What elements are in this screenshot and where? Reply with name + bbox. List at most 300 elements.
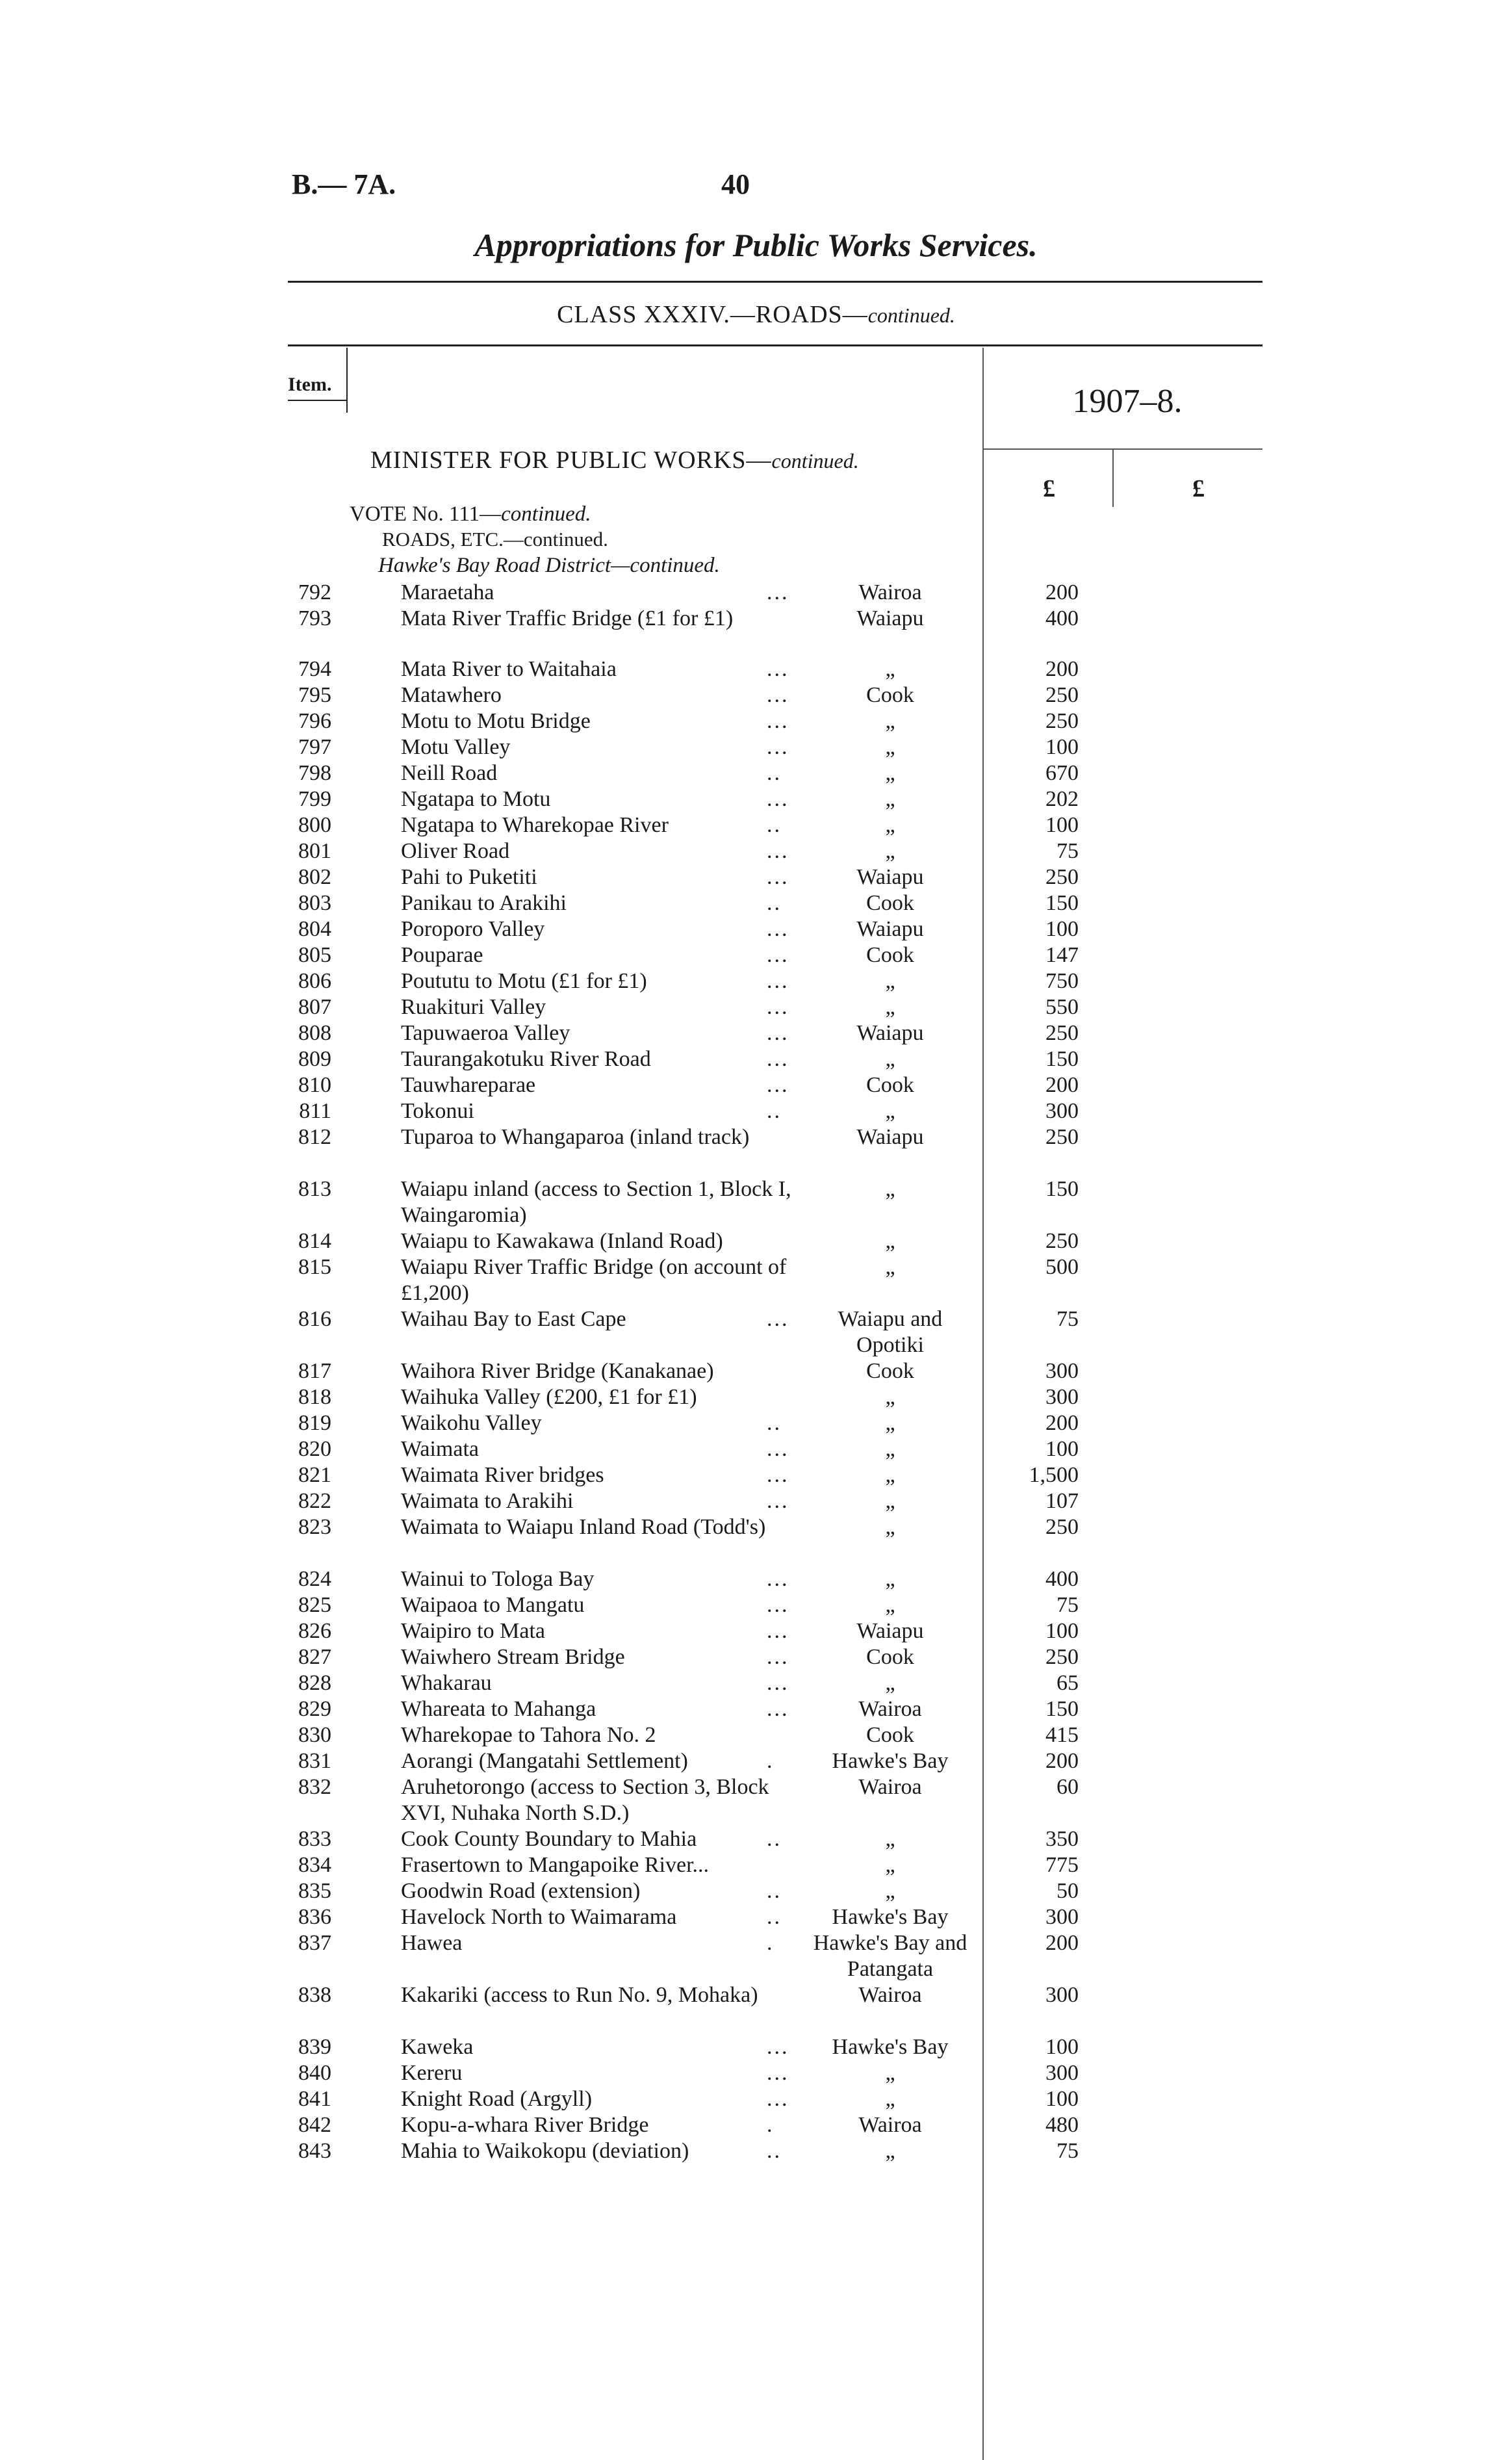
- item-number: 827: [298, 1645, 331, 1669]
- leader-dots: ...: [767, 2035, 789, 2059]
- county-name: Hawke's Bay and Patangata: [813, 1931, 967, 1981]
- road-name: Taurangakotuku River Road: [401, 1047, 651, 1071]
- leader-dots: ...: [767, 735, 789, 759]
- county-name: „: [885, 1229, 895, 1253]
- amount: 100: [1045, 1437, 1079, 1461]
- leader-dots: .: [767, 1749, 775, 1773]
- road-name: Tokonui: [401, 1099, 474, 1123]
- vote-heading: [350, 502, 591, 526]
- amount: 50: [1057, 1879, 1079, 1903]
- county-name: „: [885, 1853, 895, 1877]
- table-row: [0, 1566, 1512, 1592]
- page-title: Appropriations for Public Works Services.: [474, 227, 1038, 263]
- amount: 75: [1057, 839, 1079, 863]
- road-name: Pahi to Puketiti: [401, 865, 537, 889]
- item-column-divider: [346, 348, 348, 413]
- table-row: [0, 1306, 1512, 1357]
- county-name: „: [885, 1099, 895, 1123]
- amount: 300: [1045, 1385, 1079, 1409]
- amount: 200: [1045, 1931, 1079, 1955]
- leader-dots: ...: [767, 1567, 789, 1591]
- road-name: Tauwhareparae: [401, 1073, 536, 1097]
- amount: 107: [1045, 1489, 1079, 1513]
- county-name: „: [885, 1437, 895, 1461]
- amount: 100: [1045, 813, 1079, 837]
- road-name: Knight Road (Argyll): [401, 2087, 593, 2111]
- county-name: „: [885, 1047, 895, 1071]
- amount: 65: [1057, 1671, 1079, 1695]
- amount: 750: [1045, 969, 1079, 993]
- amount: 250: [1045, 1645, 1079, 1669]
- county-name: „: [885, 1567, 895, 1591]
- amount: 300: [1045, 1983, 1079, 2007]
- road-name: Waiwhero Stream Bridge: [401, 1645, 625, 1669]
- currency-symbol-total: £: [1192, 475, 1205, 502]
- item-number: 806: [298, 969, 331, 993]
- amount: 60: [1057, 1775, 1079, 1799]
- road-name: Wainui to Tologa Bay: [401, 1567, 595, 1591]
- county-name: „: [885, 995, 895, 1019]
- class-title: [0, 300, 1512, 329]
- year-header-underline: [982, 448, 1262, 450]
- road-name: Kakariki (access to Run No. 9, Mohaka): [401, 1983, 758, 2007]
- county-name: „: [885, 657, 895, 681]
- item-number: 829: [298, 1697, 331, 1721]
- county-name: Cook: [866, 943, 914, 967]
- table-row: [0, 786, 1512, 812]
- table-row: [0, 580, 1512, 606]
- road-name: Motu Valley: [401, 735, 511, 759]
- vote-heading-suffix: continued.: [501, 502, 591, 526]
- item-number: 792: [298, 580, 331, 604]
- amount: 200: [1045, 1073, 1079, 1097]
- road-name: Waipaoa to Mangatu: [401, 1593, 585, 1617]
- leader-dots: ..: [767, 1905, 782, 1929]
- road-name: Mahia to Waikokopu (deviation): [401, 2139, 689, 2163]
- county-name: „: [885, 2139, 895, 2163]
- item-number: 799: [298, 787, 331, 811]
- table-row: [0, 864, 1512, 890]
- road-name: Ruakituri Valley: [401, 995, 546, 1019]
- table-row: [0, 1982, 1512, 2008]
- amount: 150: [1045, 1047, 1079, 1071]
- item-number: 807: [298, 995, 331, 1019]
- item-number: 834: [298, 1853, 331, 1877]
- table-row: [0, 1176, 1512, 1227]
- leader-dots: ..: [767, 1411, 782, 1435]
- item-number: 832: [298, 1775, 331, 1799]
- county-name: Wairoa: [858, 1697, 922, 1721]
- item-number: 794: [298, 657, 331, 681]
- county-name: „: [885, 735, 895, 759]
- item-number: 802: [298, 865, 331, 889]
- table-row: [0, 1098, 1512, 1124]
- leader-dots: .: [767, 1931, 775, 1955]
- county-name: Cook: [866, 891, 914, 915]
- item-number: 810: [298, 1073, 331, 1097]
- county-name: „: [885, 2061, 895, 2085]
- item-number: 835: [298, 1879, 331, 1903]
- amount: 250: [1045, 1229, 1079, 1253]
- road-name: Kopu-a-whara River Bridge: [401, 2113, 649, 2137]
- table-row: [0, 1696, 1512, 1722]
- table-row: [0, 1436, 1512, 1462]
- county-name: „: [885, 1879, 895, 1903]
- item-number: 804: [298, 917, 331, 941]
- item-number: 818: [298, 1385, 331, 1409]
- amount: 300: [1045, 1099, 1079, 1123]
- item-number: 837: [298, 1931, 331, 1955]
- county-name: „: [885, 1515, 895, 1539]
- county-name: „: [885, 787, 895, 811]
- amount: 775: [1045, 1853, 1079, 1877]
- amount: 200: [1045, 1749, 1079, 1773]
- amount: 100: [1045, 735, 1079, 759]
- minister-heading-main: MINISTER FOR PUBLIC WORKS—: [370, 447, 772, 474]
- item-number: 823: [298, 1515, 331, 1539]
- county-name: Waiapu: [856, 1125, 924, 1149]
- item-number: 833: [298, 1827, 331, 1851]
- table-row: [0, 760, 1512, 786]
- year-column-header: 1907–8.: [1072, 383, 1183, 420]
- road-name: Waimata River bridges: [401, 1463, 604, 1487]
- item-number: 838: [298, 1983, 331, 2007]
- leader-dots: ...: [767, 683, 789, 707]
- leader-dots: ...: [767, 2087, 789, 2111]
- table-row: [0, 968, 1512, 994]
- amount: 300: [1045, 1905, 1079, 1929]
- county-name: „: [885, 1489, 895, 1513]
- table-row: [0, 1072, 1512, 1098]
- table-row: [0, 2138, 1512, 2164]
- table-row: [0, 1254, 1512, 1305]
- table-row: [0, 1644, 1512, 1670]
- currency-column-divider: [1112, 448, 1114, 507]
- road-name: Tapuwaeroa Valley: [401, 1021, 570, 1045]
- leader-dots: ...: [767, 839, 789, 863]
- amount: 300: [1045, 1359, 1079, 1383]
- item-number: 840: [298, 2061, 331, 2085]
- county-name: Hawke's Bay: [832, 2035, 949, 2059]
- road-name: Kereru: [401, 2061, 463, 2085]
- item-number: 819: [298, 1411, 331, 1435]
- road-name: Waihuka Valley (£200, £1 for £1): [401, 1385, 697, 1409]
- road-name: Waimata: [401, 1437, 479, 1461]
- item-number: 821: [298, 1463, 331, 1487]
- road-name: Poututu to Motu (£1 for £1): [401, 969, 647, 993]
- county-name: Wairoa: [858, 580, 922, 604]
- leader-dots: ...: [767, 1073, 789, 1097]
- table-row: [0, 1618, 1512, 1644]
- item-number: 842: [298, 2113, 331, 2137]
- leader-dots: ...: [767, 657, 789, 681]
- road-name: Goodwin Road (extension): [401, 1879, 641, 1903]
- table-row: [0, 1410, 1512, 1436]
- road-name: Waimata to Waiapu Inland Road (Todd's): [401, 1515, 766, 1539]
- leader-dots: ...: [767, 943, 789, 967]
- road-name: Neill Road: [401, 761, 498, 785]
- road-name: Mata River to Waitahaia: [401, 657, 617, 681]
- amount: 300: [1045, 2061, 1079, 2085]
- road-name: Havelock North to Waimarama: [401, 1905, 677, 1929]
- leader-dots: ...: [767, 1489, 789, 1513]
- county-name: „: [885, 839, 895, 863]
- document-reference: B.— 7A.: [292, 168, 396, 200]
- district-heading: Hawke's Bay Road District—continued.: [378, 554, 720, 577]
- road-name: Matawhero: [401, 683, 502, 707]
- table-row: [0, 1904, 1512, 1930]
- amount: 147: [1045, 943, 1079, 967]
- leader-dots: ..: [767, 891, 782, 915]
- county-name: Waiapu: [856, 1021, 924, 1045]
- county-name: Hawke's Bay: [832, 1749, 949, 1773]
- county-name: „: [885, 1255, 895, 1279]
- road-name: Whakarau: [401, 1671, 492, 1695]
- road-name: Kaweka: [401, 2035, 474, 2059]
- item-column-header: Item.: [288, 374, 332, 395]
- item-number: 828: [298, 1671, 331, 1695]
- table-row: [0, 682, 1512, 708]
- amount: 250: [1045, 709, 1079, 733]
- table-row: [0, 2060, 1512, 2086]
- leader-dots: ..: [767, 1827, 782, 1851]
- county-name: Wairoa: [858, 2113, 922, 2137]
- leader-dots: ...: [767, 917, 789, 941]
- county-name: Cook: [866, 1073, 914, 1097]
- item-header-underline: [288, 400, 346, 401]
- item-number: 831: [298, 1749, 331, 1773]
- item-number: 797: [298, 735, 331, 759]
- leader-dots: ..: [767, 1099, 782, 1123]
- road-name: Maraetaha: [401, 580, 494, 604]
- road-name: Aruhetorongo (access to Section 3, Block XVI, Nuhaka North S.D.): [401, 1775, 769, 1825]
- amount: 400: [1045, 606, 1079, 630]
- leader-dots: ...: [767, 969, 789, 993]
- item-number: 796: [298, 709, 331, 733]
- county-name: „: [885, 1593, 895, 1617]
- county-name: Waiapu: [856, 865, 924, 889]
- leader-dots: ...: [767, 1645, 789, 1669]
- amount: 75: [1057, 1593, 1079, 1617]
- county-name: Cook: [866, 1645, 914, 1669]
- item-number: 817: [298, 1359, 331, 1383]
- item-number: 836: [298, 1905, 331, 1929]
- county-name: Waiapu and Opotiki: [838, 1307, 943, 1357]
- amount: 150: [1045, 1697, 1079, 1721]
- amount: 250: [1045, 1021, 1079, 1045]
- leader-dots: ...: [767, 1437, 789, 1461]
- item-number: 841: [298, 2087, 331, 2111]
- leader-dots: ...: [767, 1671, 789, 1695]
- county-name: Waiapu: [856, 917, 924, 941]
- road-name: Waiapu to Kawakawa (Inland Road): [401, 1229, 723, 1253]
- vote-heading-main: VOTE No. 111—: [350, 502, 502, 526]
- amount: 200: [1045, 580, 1079, 604]
- leader-dots: ...: [767, 1047, 789, 1071]
- leader-dots: ..: [767, 1879, 782, 1903]
- table-row: [0, 942, 1512, 968]
- leader-dots: ...: [767, 709, 789, 733]
- table-row: [0, 1826, 1512, 1852]
- minister-heading: [370, 446, 859, 474]
- item-number: 793: [298, 606, 331, 630]
- county-name: „: [885, 1385, 895, 1409]
- county-name: „: [885, 1177, 895, 1201]
- leader-dots: ...: [767, 1021, 789, 1045]
- table-row: [0, 994, 1512, 1020]
- county-name: Wairoa: [858, 1983, 922, 2007]
- amount: 200: [1045, 657, 1079, 681]
- leader-dots: ...: [767, 1463, 789, 1487]
- page-number: 40: [721, 168, 750, 200]
- amount: 150: [1045, 1177, 1079, 1201]
- table-row: [0, 2034, 1512, 2060]
- county-name: Cook: [866, 1359, 914, 1383]
- table-row: [0, 1358, 1512, 1384]
- item-number: 830: [298, 1723, 331, 1747]
- leader-dots: ...: [767, 787, 789, 811]
- leader-dots: ...: [767, 1593, 789, 1617]
- table-row: [0, 1228, 1512, 1254]
- leader-dots: ..: [767, 813, 782, 837]
- item-number: 816: [298, 1307, 331, 1331]
- amount: 250: [1045, 1515, 1079, 1539]
- road-name: Waihora River Bridge (Kanakanae): [401, 1359, 714, 1383]
- leader-dots: ...: [767, 1697, 789, 1721]
- road-name: Cook County Boundary to Mahia: [401, 1827, 697, 1851]
- road-name: Pouparae: [401, 943, 483, 967]
- road-name: Wharekopae to Tahora No. 2: [401, 1723, 656, 1747]
- item-number: 826: [298, 1619, 331, 1643]
- amount: 670: [1045, 761, 1079, 785]
- road-name: Motu to Motu Bridge: [401, 709, 591, 733]
- leader-dots: ...: [767, 2061, 789, 2085]
- county-name: „: [885, 813, 895, 837]
- amount: 550: [1045, 995, 1079, 1019]
- item-number: 824: [298, 1567, 331, 1591]
- amount: 480: [1045, 2113, 1079, 2137]
- table-row: [0, 1124, 1512, 1150]
- road-name: Hawea: [401, 1931, 463, 1955]
- road-name: Mata River Traffic Bridge (£1 for £1): [401, 606, 734, 630]
- table-row: [0, 708, 1512, 734]
- county-name: Wairoa: [858, 1775, 922, 1799]
- item-number: 815: [298, 1255, 331, 1279]
- county-name: „: [885, 1671, 895, 1695]
- table-row: [0, 890, 1512, 916]
- road-name: Waikohu Valley: [401, 1411, 542, 1435]
- minister-heading-suffix: continued.: [771, 449, 859, 473]
- road-name: Ngatapa to Motu: [401, 787, 551, 811]
- county-name: „: [885, 2087, 895, 2111]
- leader-dots: ..: [767, 761, 782, 785]
- item-number: 795: [298, 683, 331, 707]
- road-name: Poroporo Valley: [401, 917, 545, 941]
- amount: 1,500: [1029, 1463, 1079, 1487]
- table-row: [0, 606, 1512, 632]
- road-name: Tuparoa to Whangaparoa (inland track): [401, 1125, 750, 1149]
- road-name: Ngatapa to Wharekopae River: [401, 813, 669, 837]
- leader-dots: .: [767, 2113, 775, 2137]
- title-rule: [288, 281, 1262, 283]
- item-number: 803: [298, 891, 331, 915]
- road-name: Whareata to Mahanga: [401, 1697, 596, 1721]
- table-row: [0, 734, 1512, 760]
- road-name: Aorangi (Mangatahi Settlement): [401, 1749, 688, 1773]
- roads-subheading: ROADS, ETC.—continued.: [382, 528, 608, 550]
- table-row: [0, 1592, 1512, 1618]
- item-number: 800: [298, 813, 331, 837]
- amount: 400: [1045, 1567, 1079, 1591]
- item-number: 843: [298, 2139, 331, 2163]
- leader-dots: ...: [767, 865, 789, 889]
- table-row: [0, 1488, 1512, 1514]
- table-row: [0, 1514, 1512, 1540]
- table-row: [0, 656, 1512, 682]
- county-name: „: [885, 1827, 895, 1851]
- county-name: „: [885, 709, 895, 733]
- item-number: 820: [298, 1437, 331, 1461]
- class-title-main: CLASS XXXIV.—ROADS—: [557, 301, 868, 328]
- road-name: Panikau to Arakihi: [401, 891, 567, 915]
- item-number: 805: [298, 943, 331, 967]
- item-number: 801: [298, 839, 331, 863]
- item-number: 798: [298, 761, 331, 785]
- table-row: [0, 1852, 1512, 1878]
- item-number: 822: [298, 1489, 331, 1513]
- road-name: Waiapu inland (access to Section 1, Block I, Waingaromia): [401, 1177, 791, 1227]
- table-row: [0, 1878, 1512, 1904]
- class-title-suffix: continued.: [867, 304, 955, 327]
- item-number: 809: [298, 1047, 331, 1071]
- county-name: Cook: [866, 1723, 914, 1747]
- amount: 250: [1045, 683, 1079, 707]
- table-row: [0, 1774, 1512, 1825]
- table-row: [0, 838, 1512, 864]
- item-number: 811: [299, 1099, 331, 1123]
- item-number: 813: [298, 1177, 331, 1201]
- table-row: [0, 1384, 1512, 1410]
- road-name: Waimata to Arakihi: [401, 1489, 574, 1513]
- county-name: „: [885, 1463, 895, 1487]
- amount: 500: [1045, 1255, 1079, 1279]
- county-name: Hawke's Bay: [832, 1905, 949, 1929]
- table-row: [0, 1020, 1512, 1046]
- amount: 250: [1045, 1125, 1079, 1149]
- county-name: „: [885, 761, 895, 785]
- item-number: 808: [298, 1021, 331, 1045]
- item-number: 825: [298, 1593, 331, 1617]
- item-number: 812: [298, 1125, 331, 1149]
- county-name: Waiapu: [856, 1619, 924, 1643]
- road-name: Oliver Road: [401, 839, 510, 863]
- leader-dots: ..: [767, 2139, 782, 2163]
- county-name: Cook: [866, 683, 914, 707]
- amount: 350: [1045, 1827, 1079, 1851]
- table-row: [0, 2086, 1512, 2112]
- county-name: „: [885, 969, 895, 993]
- leader-dots: ...: [767, 1307, 789, 1331]
- road-name: Waipiro to Mata: [401, 1619, 545, 1643]
- amount: 202: [1045, 787, 1079, 811]
- table-row: [0, 1670, 1512, 1696]
- amount: 75: [1057, 2139, 1079, 2163]
- table-row: [0, 1462, 1512, 1488]
- table-row: [0, 1930, 1512, 1981]
- table-row: [0, 1722, 1512, 1748]
- table-row: [0, 1046, 1512, 1072]
- table-row: [0, 2112, 1512, 2138]
